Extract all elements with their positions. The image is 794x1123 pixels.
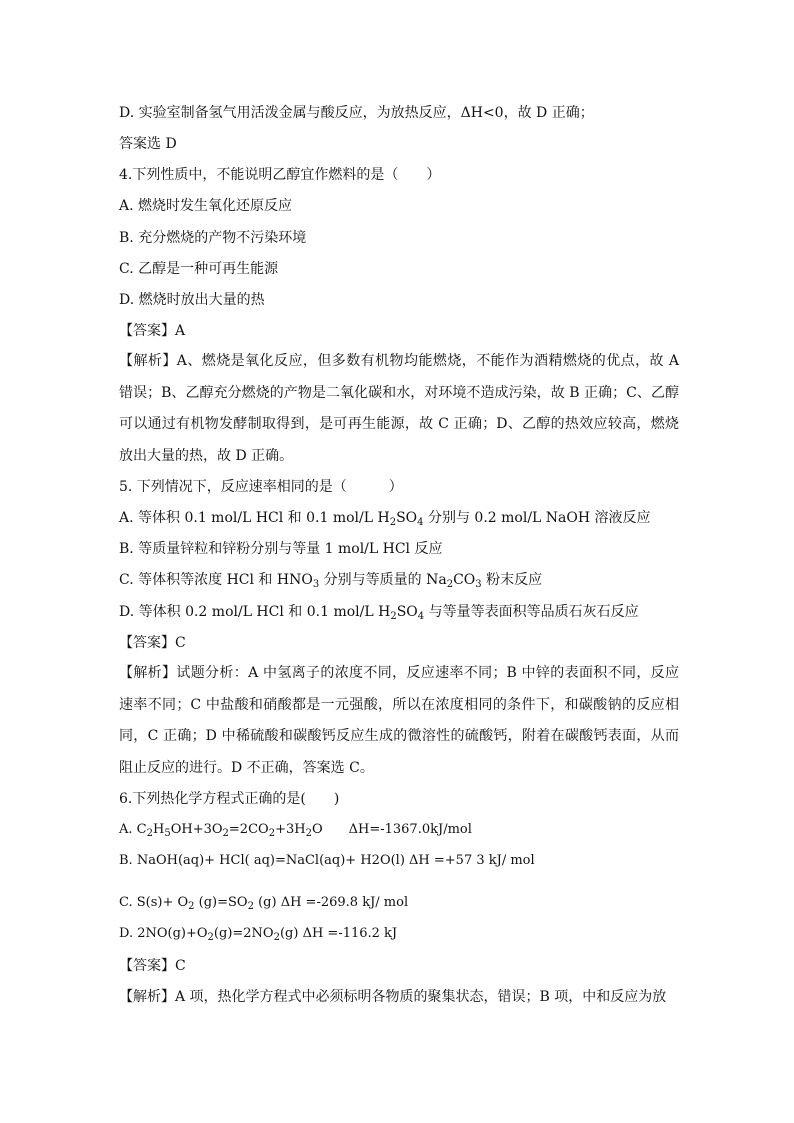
q5-stem: 5. 下列情况下，反应速率相同的是（ ） <box>119 479 403 495</box>
q6-option-b: B. NaOH(aq)+ HCl( aq)=NaCl(aq)+ H2O(l) ΔH =+57 3 kJ/ mol <box>119 853 535 868</box>
q4-analysis: 【解析】A、燃烧是氧化反应，但多数有机物均能燃烧，不能作为酒精燃烧的优点，故 A 错误；B、乙醇充分燃烧的产物是二氧化碳和水，对环境不造成污染，故 B 正确；C、乙醇可以通过有机物发酵制取得到，是可再生能源，故 C 正确；D、乙醇的热效应较高，燃烧放出大量的热，故 D 正确。 <box>119 353 679 464</box>
q4-answer: 【答案】A <box>119 323 186 339</box>
q5-answer: 【答案】C <box>119 635 186 651</box>
q4-option-c: C. 乙醇是一种可再生能源 <box>119 261 279 277</box>
q5-option-a: A. 等体积 0.1 mol/L HCl 和 0.1 mol/L $H_2SO_4$ 分别与 0.2 mol/L NaOH 溶液反应 <box>119 510 651 528</box>
q5-analysis: 【解析】试题分析：A 中氢离子的浓度不同，反应速率不同；B 中锌的表面积不同，反应速率不同；C 中盐酸和硝酸都是一元强酸，所以在浓度相同的条件下，和碳酸钠的反应相同，C 正确；D 中稀硫酸和碳酸钙反应生成的微溶性的硫酸钙，附着在碳酸钙表面，从而阻止反应的进行。D 不正确，答案选 C。 <box>119 665 679 776</box>
q6-option-d: D. $2NO(g)+O_2(g)=2NO_2(g)$ ΔH =-116.2 kJ <box>119 926 398 943</box>
q5-option-c: C. 等体积等浓度 HCl 和 $HNO_3$ 分别与等质量的 $Na_2CO_3$ 粉末反应 <box>119 572 543 590</box>
q6-answer: 【答案】C <box>119 958 186 974</box>
q5-option-b: B. 等质量锌粒和锌粉分别与等量 1 mol/L HCl 反应 <box>119 541 443 557</box>
q5-option-d: D. 等体积 0.2 mol/L HCl 和 0.1 mol/L $H_2SO_4$ 与等量等表面积等品质石灰石反应 <box>119 604 639 622</box>
q3-conclusion: 答案选 D <box>119 136 177 152</box>
q6-stem: 6.下列热化学方程式正确的是( ) <box>119 791 340 807</box>
q4-option-d: D. 燃烧时放出大量的热 <box>119 292 265 308</box>
q6-option-c: C. $S(s)+ O_2$ $(g)=SO_2$ (g) ΔH =-269.8 kJ/ mol <box>119 895 409 912</box>
q3-option-d: D. 实验室制备氢气用活泼金属与酸反应，为放热反应，ΔH<0，故 D 正确； <box>119 105 594 121</box>
q6-option-a: A. $C_2H_5OH+3O_2=2CO_2+3H_2O$ ΔH=-1367.0kJ/mol <box>119 822 472 839</box>
q4-option-b: B. 充分燃烧的产物不污染环境 <box>119 230 307 246</box>
q4-option-a: A. 燃烧时发生氧化还原反应 <box>119 198 293 214</box>
q4-stem: 4.下列性质中，不能说明乙醇宜作燃料的是（ ） <box>119 167 441 183</box>
q6-analysis: 【解析】A 项，热化学方程式中必须标明各物质的聚集状态，错误；B 项，中和反应为放 <box>119 989 667 1005</box>
